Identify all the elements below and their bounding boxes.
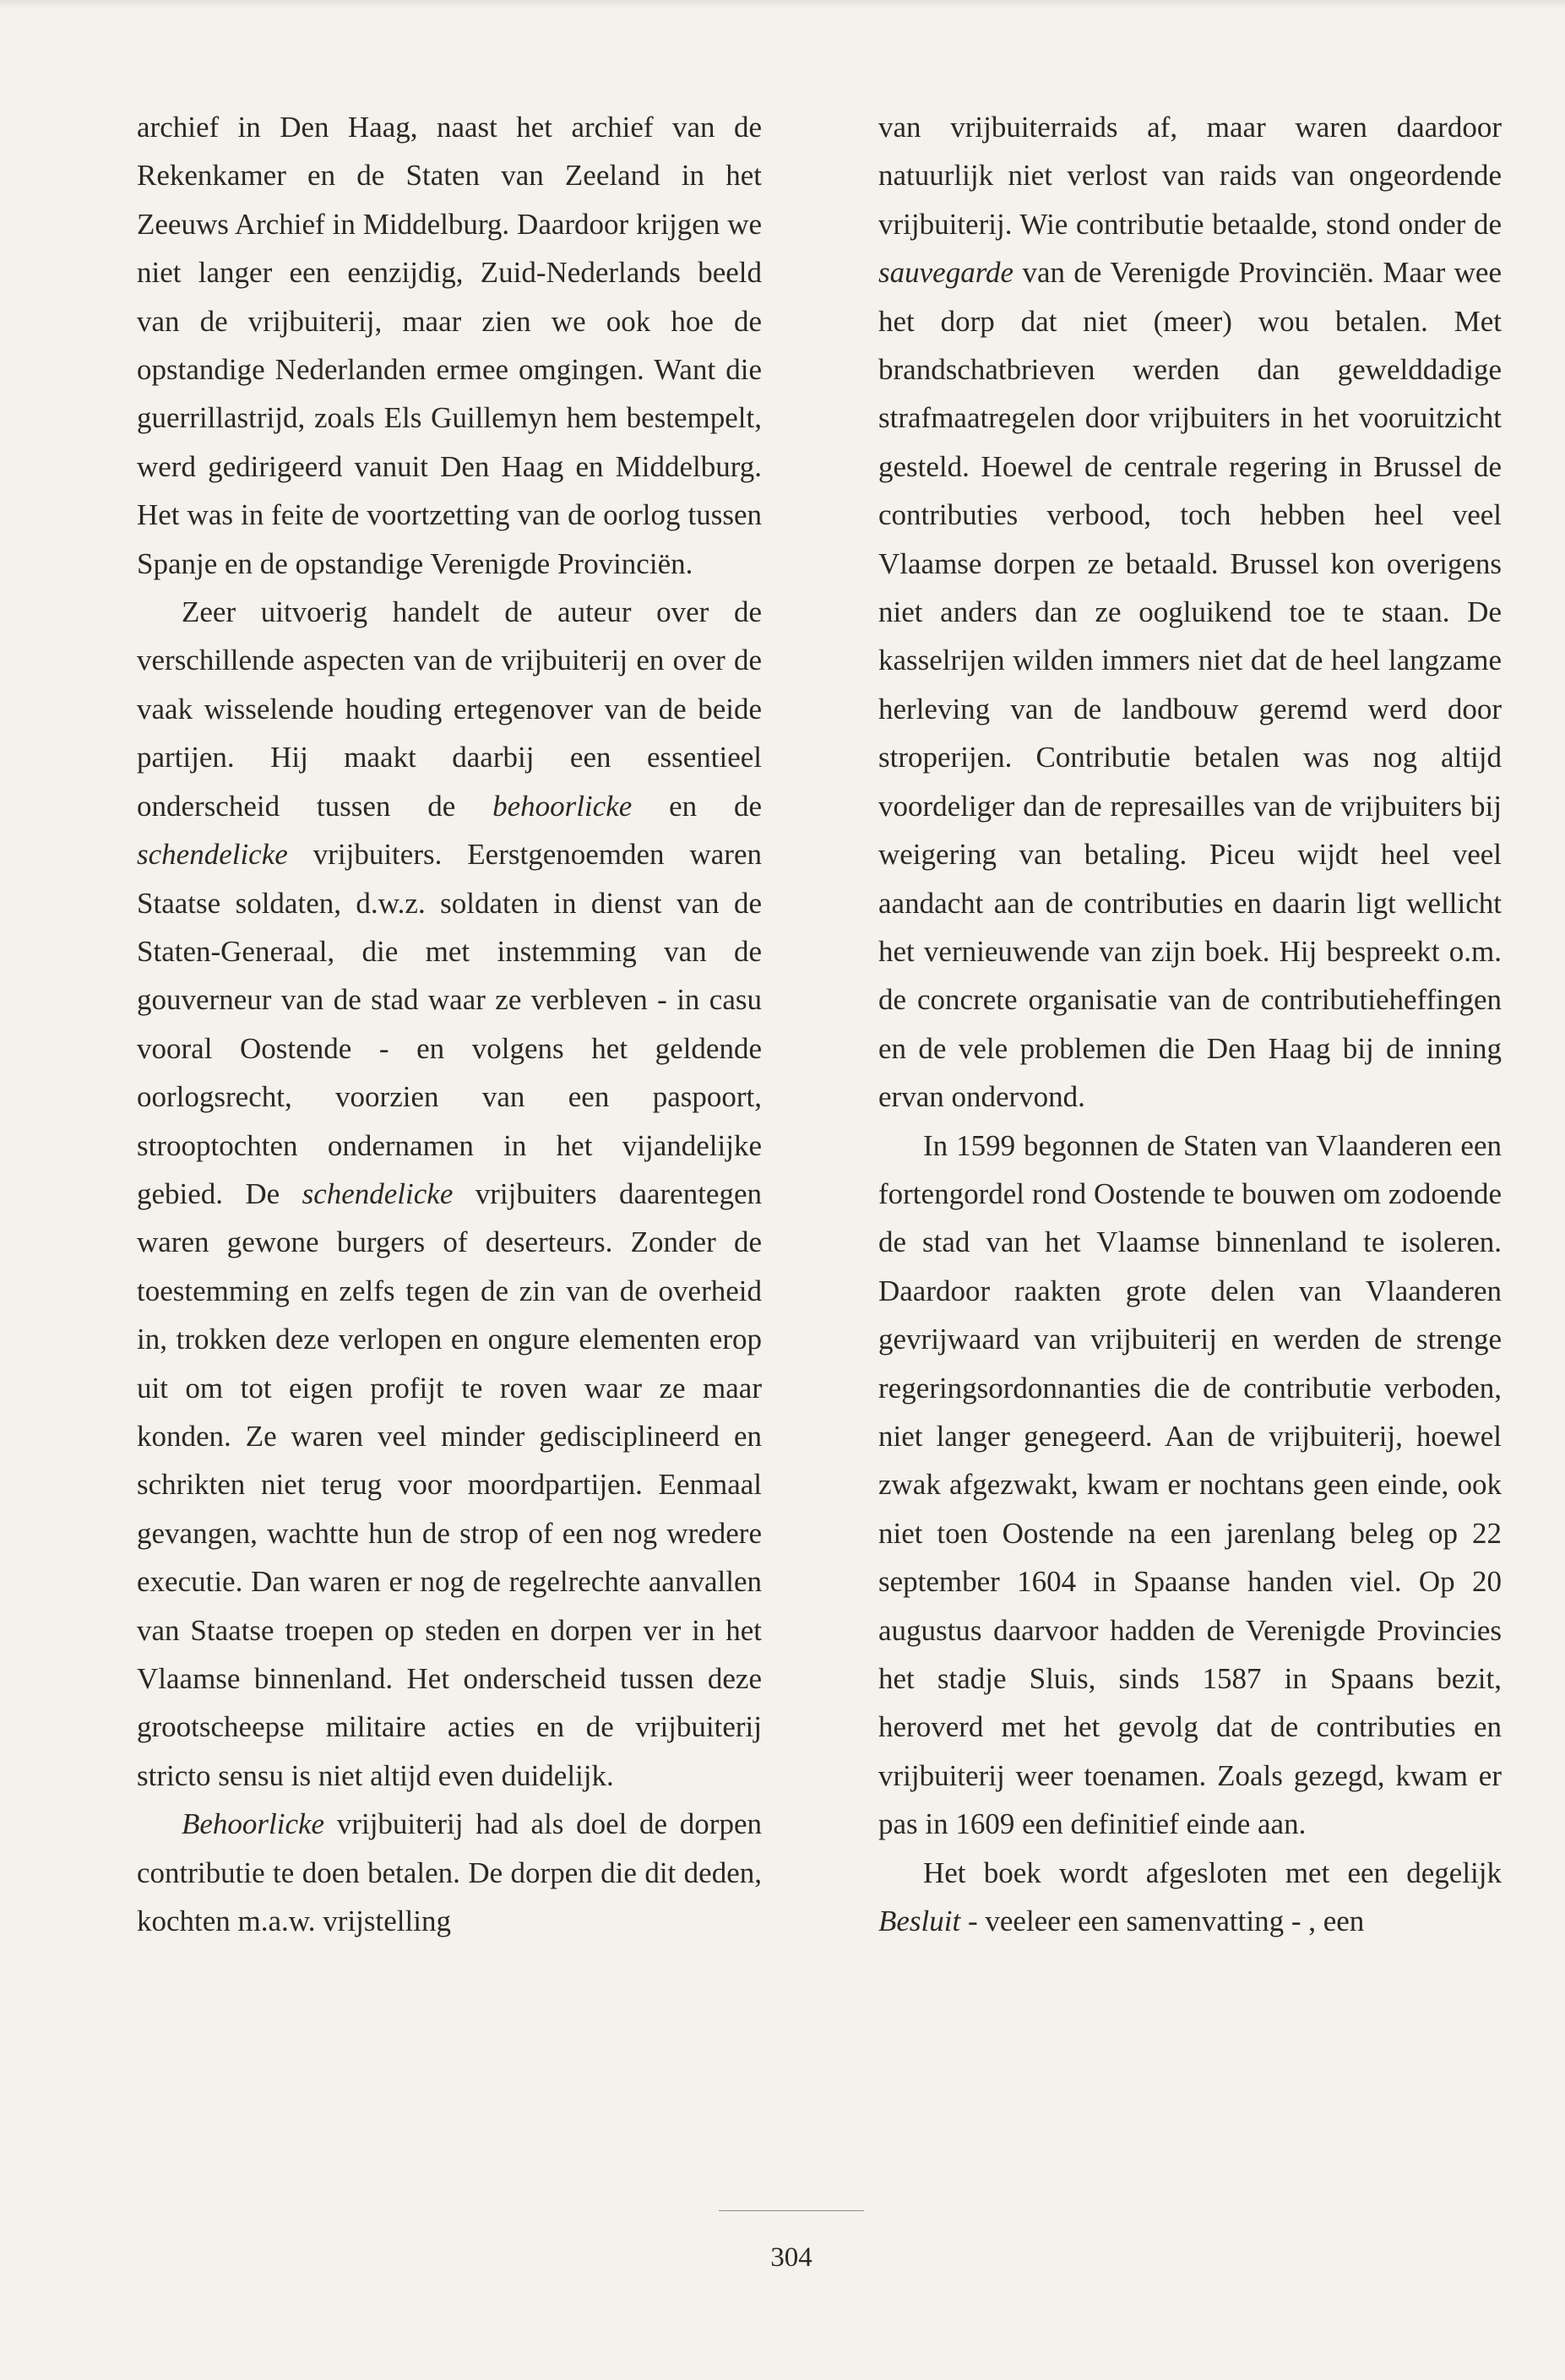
text-run: en de (632, 789, 762, 823)
text-run: Zeer uitvoerig handelt de auteur over de verschillende aspecten van de vrijbuiterij en over de vaak wisselende houding ertegenover van de beide partijen. Hij maakt daarbij een essentieel onderscheid tussen de (137, 595, 762, 823)
paragraph (878, 1849, 1502, 1946)
text-run: vrijbuiterij had als doel de dorpen contributie te doen betalen. De dorpen die dit deden, kochten m.a.w. vrijstelling (137, 1807, 762, 1938)
paragraph (878, 1122, 1502, 1849)
left-column (137, 103, 762, 1945)
italic-text: schendelicke (302, 1176, 454, 1210)
footer-rule (719, 2210, 864, 2211)
italic-text: sauvegarde (878, 256, 1014, 290)
italic-text: schendelicke (137, 838, 288, 872)
text-run: In 1599 begonnen de Staten van Vlaanderen een fortengordel rond Oostende te bouwen om zodoende de stad van het Vlaamse binnenland te isoleren. Daardoor raakten grote delen van Vlaanderen gevrijwaard van vrijbuiterij en werden de strenge regeringsordonnanties die de contributie verboden, niet langer genegeerd. Aan de vrijbuiterij, hoewel zwak afgezwakt, kwam er nochtans geen einde, ook niet toen Oostende na een jarenlang beleg op 22 september 1604 in Spaanse handen viel. Op 20 augustus daarvoor hadden de Verenigde Provincies het stadje Sluis, sinds 1587 in Spaans bezit, heroverd met het gevolg dat de contributies en vrijbuiterij weer toenamen. Zoals gezegd, kwam er pas in 1609 een definitief einde aan. (878, 1128, 1502, 1841)
paragraph (137, 103, 762, 588)
text-run: Het boek wordt afgesloten met een degelijk (923, 1856, 1502, 1889)
italic-text: Besluit (878, 1905, 961, 1938)
text-run: vrijbuiters daarentegen waren gewone burgers of deserteurs. Zonder de toestemming en zelfs tegen de zin van de overheid in, trokken deze verlopen en ongure elementen erop uit om tot eigen profijt te roven waar ze maar konden. Ze waren veel minder gedisciplineerd en schrikten niet terug voor moordpartijen. Eenmaal gevangen, wachtte hun de strop of een nog wredere executie. Dan waren er nog de regelrechte aanvallen van Staatse troepen op steden en dorpen ver in het Vlaamse binnenland. Het onderscheid tussen deze grootscheepse militaire acties en de vrijbuiterij stricto sensu is niet altijd even duidelijk. (137, 1176, 762, 1792)
italic-text: behoorlicke (492, 789, 633, 823)
text-run: van de Verenigde Provinciën. Maar wee het dorp dat niet (meer) wou betalen. Met brandschatbrieven werden dan gewelddadige strafmaatregelen door vrijbuiters in het vooruitzicht gesteld. Hoewel de centrale regering in Brussel de contributies verbood, toch hebben heel veel Vlaamse dorpen ze betaald. Brussel kon overigens niet anders dan ze oogluikend toe te staan. De kasselrijen wilden immers niet dat de heel langzame herleving van de landbouw geremd werd door stroperijen. Contributie betalen was nog altijd voordeliger dan de represailles van de vrijbuiters bij weigering van betaling. Piceu wijdt heel veel aandacht aan de contributies en daarin ligt wellicht het vernieuwende van zijn boek. Hij bespreekt o.m. de concrete organisatie van de contributieheffingen en de vele problemen die Den Haag bij de inning ervan ondervond. (878, 256, 1502, 1114)
text-run: van vrijbuiterraids af, maar waren daardoor natuurlijk niet verlost van raids van ongeordende vrijbuiterij. Wie contributie betaalde, stond onder de (878, 111, 1502, 241)
page-number: 304 (770, 2242, 812, 2273)
paragraph (878, 103, 1502, 1122)
paragraph (137, 588, 762, 1800)
italic-text: Behoorlicke (182, 1807, 325, 1841)
paragraph (137, 1800, 762, 1945)
right-column (878, 103, 1502, 1945)
page-top-edge (0, 0, 1565, 8)
text-run: vrijbuiters. Eerstgenoemden waren Staatse soldaten, d.w.z. soldaten in dienst van de Staten-Generaal, die met instemming van de gouverneur van de stad waar ze verbleven - in casu vooral Oostende - en volgens het geldende oorlogsrecht, voorzien van een paspoort, strooptochten ondernamen in het vijandelijke gebied. De (137, 838, 762, 1210)
text-run: - veeleer een samenvatting - , een (960, 1905, 1365, 1938)
text-run: archief in Den Haag, naast het archief van de Rekenkamer en de Staten van Zeeland in het Zeeuws Archief in Middelburg. Daardoor krijgen we niet langer een eenzijdig, Zuid-Nederlands beeld van de vrijbuiterij, maar zien we ook hoe de opstandige Nederlanden ermee omgingen. Want die guerrillastrijd, zoals Els Guillemyn hem bestempelt, werd gedirigeerd vanuit Den Haag en Middelburg. Het was in feite de voortzetting van de oorlog tussen Spanje en de opstandige Verenigde Provinciën. (137, 111, 762, 580)
